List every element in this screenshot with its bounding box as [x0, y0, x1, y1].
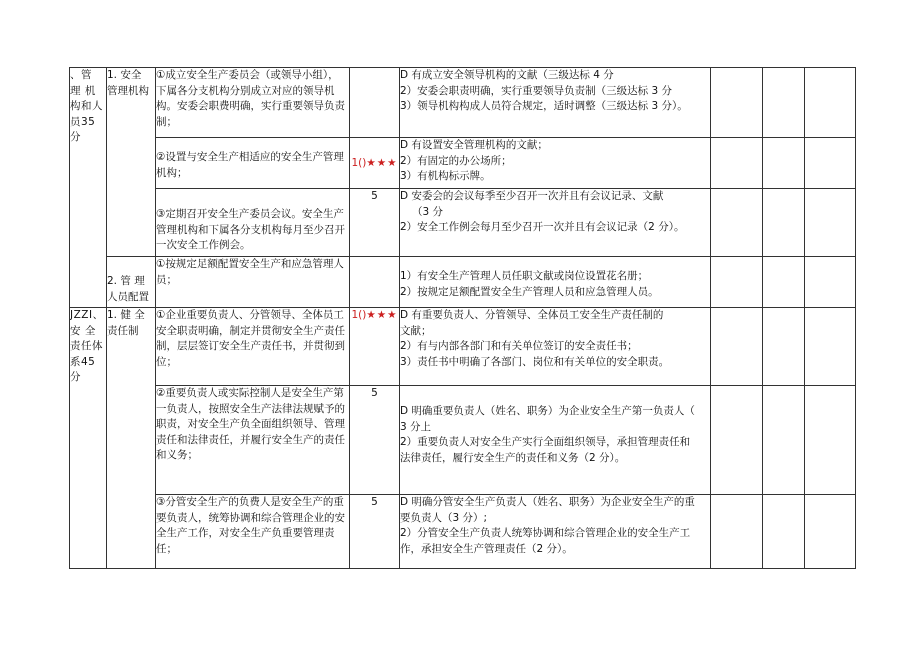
empty-cell — [805, 308, 856, 386]
standard-cell — [400, 68, 711, 138]
standard-line: D 明确分管安全生产负责人（姓名、职务）为企业安全生产的重 — [400, 496, 695, 508]
score-cell — [350, 138, 400, 189]
empty-cell — [711, 257, 763, 308]
standard-cell — [400, 257, 711, 308]
category-label: 、管 理 机构和人员35 分 — [70, 69, 103, 143]
content-text: ③分管安全生产的负费人是安全生产的重要负责人，统筹协调和综合管理企业的安全生产工作，对安全生产负重要管理责任； — [156, 496, 345, 555]
content-text: ①按规定足额配置安全生产和应急管理人员； — [156, 258, 344, 286]
standard-line: 2）分管安全生产负责人统筹协调和综合管理企业的安全生产工 — [400, 527, 691, 539]
standard-line: 2）重要负责人对安全生产实行全面组织领导，承担管理责任和 — [400, 436, 691, 448]
empty-cell — [763, 189, 805, 257]
content-cell — [156, 68, 350, 138]
score-value: 1() — [351, 309, 367, 321]
standard-line: D 安委会的会议每季至少召开一次并且有会议记录、文献 — [400, 190, 664, 202]
empty-cell — [805, 386, 856, 495]
empty-cell — [763, 495, 805, 569]
table-row — [70, 308, 856, 386]
content-cell — [156, 189, 350, 257]
standard-line: 3）领导机构构成人员符合规定，适时调整（三级达标 3 分）。 — [400, 100, 688, 112]
content-cell — [156, 257, 350, 308]
standard-line: 1）有安全生产管理人员任职文献或岗位设置花名册； — [400, 270, 649, 282]
empty-cell — [763, 308, 805, 386]
table-row — [70, 495, 856, 569]
score-cell — [350, 495, 400, 569]
standard-cell — [400, 495, 711, 569]
empty-cell — [763, 138, 805, 189]
score-cell — [350, 189, 400, 257]
empty-cell — [763, 68, 805, 138]
score-value: 5 — [371, 387, 378, 399]
empty-cell — [711, 386, 763, 495]
empty-cell — [805, 189, 856, 257]
standard-line: （3 分 — [412, 205, 444, 218]
table-row — [70, 138, 856, 189]
score-cell — [350, 308, 400, 386]
standard-line: 法律责任，履行安全生产的责任和义务（2 分）。 — [400, 451, 626, 464]
empty-cell — [763, 257, 805, 308]
empty-cell — [805, 257, 856, 308]
standard-line: 3）有机构标示牌。 — [400, 170, 491, 182]
standard-cell — [400, 386, 711, 495]
table-row — [70, 386, 856, 495]
table-row — [70, 189, 856, 257]
content-cell — [156, 495, 350, 569]
empty-cell — [711, 189, 763, 257]
standard-line: 3）责任书中明确了各部门、岗位和有关单位的安全职责。 — [400, 355, 670, 368]
category-cell — [70, 68, 107, 308]
score-value: 5 — [371, 190, 378, 202]
subcategory-cell — [107, 308, 156, 569]
score-cell — [350, 68, 400, 138]
subcategory-cell — [107, 68, 156, 257]
standard-line: 2）安全工作例会每月至少召开一次并且有会议记录（2 分）。 — [400, 221, 685, 233]
standard-line: 文献； — [400, 324, 432, 337]
content-text: ②设置与安全生产相适应的安全生产管理机构； — [156, 151, 344, 179]
star-rating-icon: ★★★ — [366, 309, 398, 321]
empty-cell — [711, 68, 763, 138]
standard-line: 作，承担安全生产管理责任（2 分）。 — [400, 542, 573, 555]
standard-line: 2）有固定的办公场所； — [400, 154, 512, 167]
star-rating-icon: ★★★ — [366, 157, 398, 169]
table-row — [70, 257, 856, 308]
subcategory-label: 2. 管 理 人员配置 — [107, 275, 149, 303]
empty-cell — [805, 138, 856, 189]
standard-cell — [400, 308, 711, 386]
score-cell — [350, 257, 400, 308]
empty-cell — [711, 308, 763, 386]
standard-line: 要负责人（3 分）; — [400, 511, 488, 524]
score-value: 5 — [371, 496, 378, 508]
standard-line: D 明确重要负责人（姓名、职务）为企业安全生产第一负责人（ — [400, 405, 695, 417]
standard-line: 2）按规定足额配置安全生产管理人员和应急管理人员。 — [400, 285, 659, 298]
subcategory-label: 1. 安全 管理机构 — [107, 69, 149, 97]
content-text: ③定期召开安全生产委员会议。安全生产管理机构和下属各分支机构每月至少召开一次安全工作例会。 — [156, 208, 345, 251]
score-cell — [350, 386, 400, 495]
content-text: ①成立安全生产委员会（或领导小组），下属各分支机构分别成立对应的领导机构。安委会职费明确，实行重要领导负责制； — [156, 69, 345, 128]
standard-line: 2）安委会职责明确，实行重要领导负责制（三级达标 3 分 — [400, 84, 673, 97]
content-cell — [156, 308, 350, 386]
empty-cell — [763, 386, 805, 495]
standard-cell — [400, 138, 711, 189]
category-cell — [70, 308, 107, 569]
subcategory-label: 1. 健 全 责任制 — [107, 309, 145, 337]
standard-line: 3 分上 — [400, 420, 432, 433]
content-text: ②重要负责人或实际控制人是安全生产第一负责人，按照安全生产法律法规赋予的职责，对安全生产负全面组织领导、管理责任和法律责任，并履行安全生产的责任和义务； — [156, 387, 345, 461]
category-label: JZZI、安 全 责任体系45 分 — [70, 309, 104, 383]
content-cell — [156, 138, 350, 189]
standard-line: D 有重要负责人、分管领导、全体员工安全生产责任制的 — [400, 309, 664, 321]
empty-cell — [805, 495, 856, 569]
standard-cell — [400, 189, 711, 257]
empty-cell — [805, 68, 856, 138]
empty-cell — [711, 495, 763, 569]
subcategory-cell — [107, 257, 156, 308]
empty-cell — [711, 138, 763, 189]
standard-line: D 有设置安全管理机构的文献； — [400, 139, 548, 151]
content-cell — [156, 386, 350, 495]
table-row — [70, 68, 856, 138]
standard-line: 2）有与内部各部门和有关单位签订的安全责任书； — [400, 340, 638, 352]
score-value: 1() — [351, 157, 367, 169]
assessment-table — [69, 67, 856, 569]
content-text: ①企业重要负责人、分管领导、全体员工安全职责明确，制定并贯彻安全生产责任制，层层签订安全生产责任书，并贯彻到位； — [156, 309, 345, 368]
standard-line: D 有成立安全领导机构的文献（三级达标 4 分 — [400, 69, 614, 81]
